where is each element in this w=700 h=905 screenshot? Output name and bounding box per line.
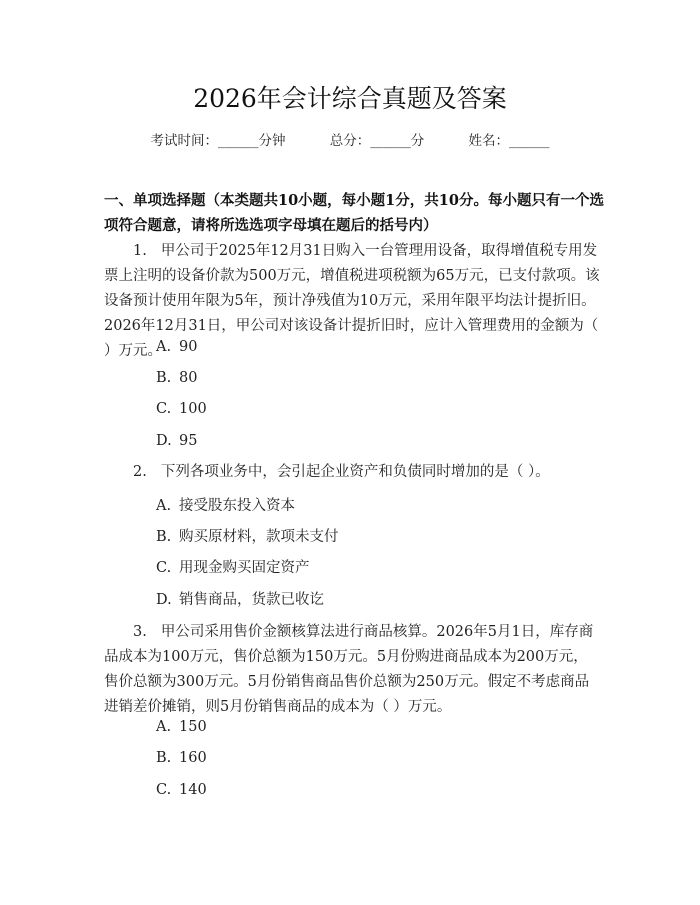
option-text: 95 xyxy=(179,433,198,449)
question-number: 1. xyxy=(133,243,147,259)
total-score-field: 总分：______分 xyxy=(329,133,425,149)
exam-meta xyxy=(0,131,700,151)
option-letter: C. xyxy=(156,560,172,576)
option-letter: B. xyxy=(156,750,172,766)
option-letter: C. xyxy=(156,401,172,417)
question-2 xyxy=(104,460,600,485)
question-1-option-d xyxy=(156,431,197,451)
page-title: 2026年会计综合真题及答案 xyxy=(193,84,507,113)
question-3-option-a xyxy=(156,717,207,737)
question-1-option-b xyxy=(156,368,197,388)
option-letter: A. xyxy=(156,339,172,355)
section-heading: 一、单项选择题（本类题共10小题，每小题1分，共10分。每小题只有一个选项符合题意，请将所选选项字母填在题后的括号内） xyxy=(104,192,604,234)
question-2-option-a xyxy=(156,496,295,516)
option-letter: D. xyxy=(156,433,172,449)
option-letter: D. xyxy=(156,592,172,608)
question-text: 甲公司于2025年12月31日购入一台管理用设备，取得增值税专用发票上注明的设备价款为500万元，增值税进项税额为65万元，已支付款项。该设备预计使用年限为5年，预计净残值为10万元，采用年限平均法计提折旧。2026年12月31日，甲公司对该设备计提折旧时，应计入管理费用的金额为（ ）万元。 xyxy=(104,243,600,359)
question-2-option-c xyxy=(156,558,310,578)
exam-time-field: 考试时间：______分钟 xyxy=(150,133,286,149)
question-1-option-c xyxy=(156,399,207,419)
question-3-option-c xyxy=(156,780,207,800)
option-letter: B. xyxy=(156,529,172,545)
question-3 xyxy=(104,620,600,720)
option-text: 160 xyxy=(179,750,207,766)
option-letter: A. xyxy=(156,498,172,514)
student-name-field: 姓名：______ xyxy=(468,133,550,149)
option-text: 150 xyxy=(179,719,207,735)
option-text: 90 xyxy=(179,339,198,355)
question-text: 下列各项业务中，会引起企业资产和负债同时增加的是（ ）。 xyxy=(160,464,550,480)
question-1-option-a xyxy=(156,337,197,357)
option-text: 接受股东投入资本 xyxy=(179,498,295,514)
option-text: 购买原材料，款项未支付 xyxy=(179,529,339,545)
option-text: 80 xyxy=(179,370,198,386)
question-text: 甲公司采用售价金额核算法进行商品核算。2026年5月1日，库存商品成本为100万元，售价总额为150万元。5月份购进商品成本为200万元，售价总额为300万元。5月份销售商品售价总额为250万元。假定不考虑商品进销差价摊销，则5月份销售商品的成本为（ ）万元。 xyxy=(104,624,594,715)
option-letter: C. xyxy=(156,782,172,798)
question-3-option-b xyxy=(156,748,207,768)
option-letter: B. xyxy=(156,370,172,386)
option-text: 100 xyxy=(179,401,207,417)
question-2-option-d xyxy=(156,590,324,610)
option-letter: A. xyxy=(156,719,172,735)
option-text: 140 xyxy=(179,782,207,798)
option-text: 销售商品，货款已收讫 xyxy=(179,592,324,608)
question-number: 2. xyxy=(133,464,147,480)
question-number: 3. xyxy=(133,624,147,640)
option-text: 用现金购买固定资产 xyxy=(179,560,310,576)
question-2-option-b xyxy=(156,527,339,547)
